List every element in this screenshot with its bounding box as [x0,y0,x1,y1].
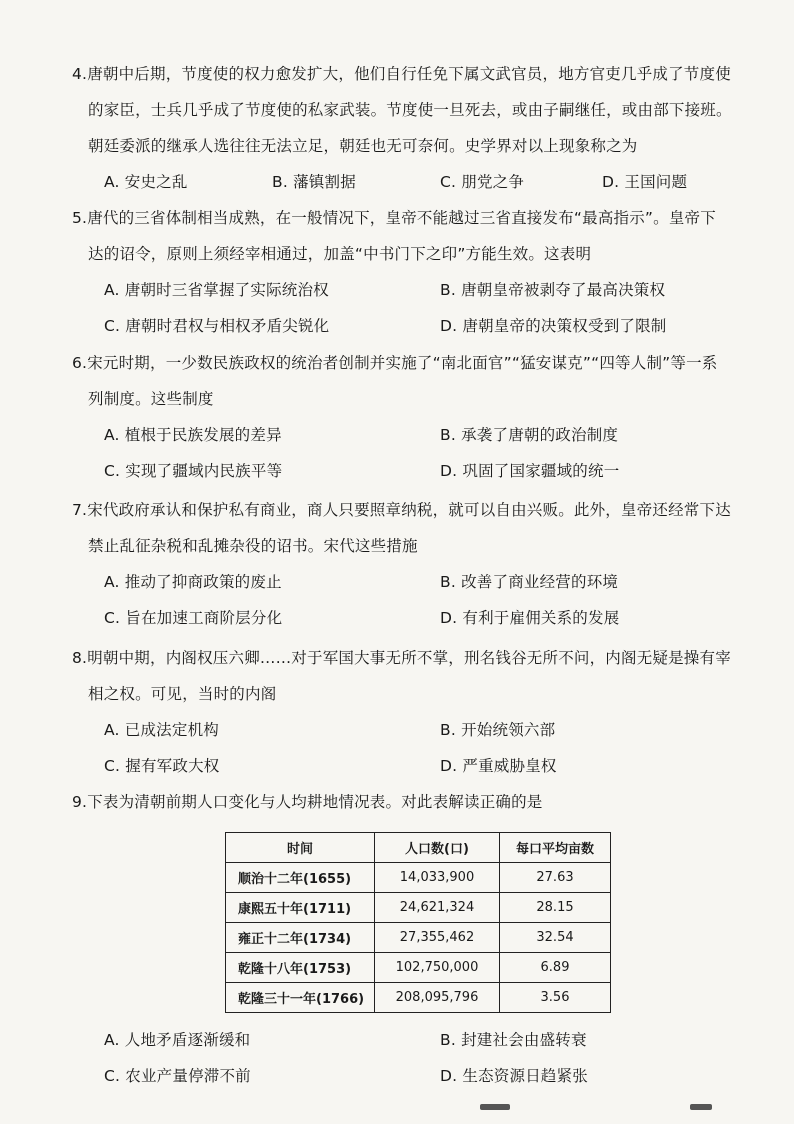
table-row [226,893,611,923]
question-5 [72,200,752,344]
table-cell: 24,621,324 [375,893,500,923]
table-row [226,953,611,983]
table-cell: 乾隆十八年(1753) [226,953,375,983]
option-d[interactable]: D. 唐朝皇帝的决策权受到了限制 [440,317,667,335]
options-row [72,164,752,200]
option-b[interactable]: B. 藩镇割据 [272,173,356,191]
table-header: 人口数(口) [375,833,500,863]
table-cell: 27.63 [500,863,611,893]
footer-mark [480,1104,510,1110]
options-row [72,453,752,489]
table-cell: 3.56 [500,983,611,1013]
question-stem [72,784,752,820]
options-row [72,564,752,600]
table-cell: 27,355,462 [375,923,500,953]
table-cell: 乾隆三十一年(1766) [226,983,375,1013]
option-c[interactable]: C. 握有军政大权 [104,757,220,775]
option-b[interactable]: B. 承袭了唐朝的政治制度 [440,426,619,444]
question-stem [72,640,752,712]
stem-line: 5.唐代的三省体制相当成熟，在一般情况下，皇帝不能越过三省直接发布“最高指示”。皇帝下 [72,209,716,227]
options-row [72,712,752,748]
stem-line: 6.宋元时期，一少数民族政权的统治者创制并实施了“南北面官”“猛安谋克”“四等人制”等一系 [72,354,718,372]
question-stem [72,492,752,564]
page-footer [0,1104,794,1118]
stem-line: 9.下表为清朝前期人口变化与人均耕地情况表。对此表解读正确的是 [72,793,543,811]
table-cell: 102,750,000 [375,953,500,983]
table-header: 时间 [226,833,375,863]
option-a[interactable]: A. 唐朝时三省掌握了实际统治权 [104,281,329,299]
options-row [72,308,752,344]
stem-line: 相之权。可见，当时的内阁 [88,685,277,703]
options-row [72,1022,752,1058]
option-c[interactable]: C. 朋党之争 [440,173,525,191]
option-a[interactable]: A. 推动了抑商政策的废止 [104,573,282,591]
options-row [72,272,752,308]
question-7 [72,492,752,636]
option-c[interactable]: C. 实现了疆域内民族平等 [104,462,283,480]
table-cell: 6.89 [500,953,611,983]
table-row [226,983,611,1013]
footer-mark [690,1104,712,1110]
table-cell: 康熙五十年(1711) [226,893,375,923]
question-stem [72,345,752,417]
stem-line: 8.明朝中期，内阁权压六卿……对于军国大事无所不掌，刑名钱谷无所不问，内阁无疑是操有宰 [72,649,731,667]
stem-line: 4.唐朝中后期，节度使的权力愈发扩大，他们自行任免下属文武官员，地方官吏几乎成了节度使 [72,65,731,83]
option-c[interactable]: C. 旨在加速工商阶层分化 [104,609,283,627]
options-row [72,417,752,453]
question-4 [72,56,752,200]
option-d[interactable]: D. 有利于雇佣关系的发展 [440,609,620,627]
table-cell: 32.54 [500,923,611,953]
option-c[interactable]: C. 唐朝时君权与相权矛盾尖锐化 [104,317,330,335]
table-cell: 28.15 [500,893,611,923]
options-row [72,748,752,784]
option-d[interactable]: D. 王国问题 [602,173,688,191]
options-row [72,1058,752,1094]
stem-line: 7.宋代政府承认和保护私有商业，商人只要照章纳税，就可以自由兴贩。此外，皇帝还经常下达 [72,501,731,519]
table-row [226,923,611,953]
question-9-options [72,1022,752,1094]
option-b[interactable]: B. 封建社会由盛转衰 [440,1031,587,1049]
option-b[interactable]: B. 唐朝皇帝被剥夺了最高决策权 [440,281,666,299]
table-cell: 顺治十二年(1655) [226,863,375,893]
stem-line: 列制度。这些制度 [88,390,214,408]
question-stem [72,200,752,272]
stem-line: 达的诏令，原则上须经宰相通过，加盖“中书门下之印”方能生效。这表明 [88,245,592,263]
question-6 [72,345,752,489]
option-a[interactable]: A. 植根于民族发展的差异 [104,426,282,444]
option-d[interactable]: D. 严重威胁皇权 [440,757,557,775]
option-a[interactable]: A. 已成法定机构 [104,721,219,739]
option-b[interactable]: B. 改善了商业经营的环境 [440,573,619,591]
population-table [225,832,611,1013]
option-a[interactable]: A. 人地矛盾逐渐缓和 [104,1031,251,1049]
option-a[interactable]: A. 安史之乱 [104,173,188,191]
options-row [72,600,752,636]
table-header: 每口平均亩数 [500,833,611,863]
table-cell: 208,095,796 [375,983,500,1013]
stem-line: 禁止乱征杂税和乱摊杂役的诏书。宋代这些措施 [88,537,418,555]
option-b[interactable]: B. 开始统领六部 [440,721,556,739]
table-cell: 雍正十二年(1734) [226,923,375,953]
stem-line: 的家臣，士兵几乎成了节度使的私家武装。节度使一旦死去，或由子嗣继任，或由部下接班。 [88,101,732,119]
table-header-row [226,833,611,863]
table-cell: 14,033,900 [375,863,500,893]
option-d[interactable]: D. 巩固了国家疆域的统一 [440,462,620,480]
question-9 [72,784,752,820]
question-8 [72,640,752,784]
option-d[interactable]: D. 生态资源日趋紧张 [440,1067,588,1085]
option-c[interactable]: C. 农业产量停滞不前 [104,1067,251,1085]
stem-line: 朝廷委派的继承人选往往无法立足，朝廷也无可奈何。史学界对以上现象称之为 [88,137,638,155]
table-row [226,863,611,893]
question-stem [72,56,752,164]
